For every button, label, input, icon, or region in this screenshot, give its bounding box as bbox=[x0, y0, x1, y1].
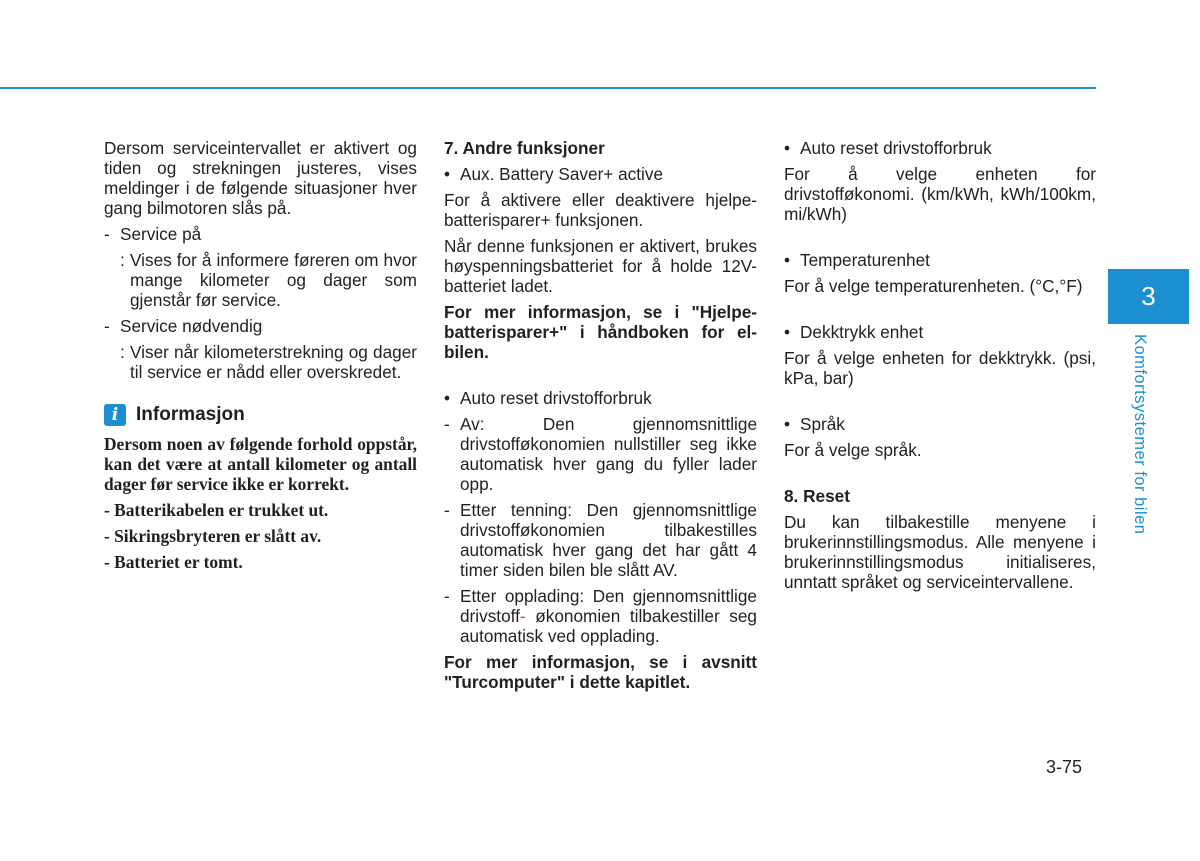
intro-paragraph: Dersom serviceintervallet er aktivert og tiden og strekningen justeres, vises meldinger i de følgende situasjoner hver gang bilmotoren slås på. bbox=[104, 138, 417, 218]
paragraph: Når denne funksjonen er aktivert, brukes høyspenningsbatteriet for å holde 12V-batteriet ladet. bbox=[444, 236, 757, 296]
bullet-marker: • bbox=[444, 388, 451, 408]
section-heading: 7. Andre funksjoner bbox=[444, 138, 605, 158]
chapter-tab: 3 bbox=[1108, 269, 1189, 324]
column-3 bbox=[784, 138, 1096, 598]
info-line: - Batteriet er tomt. bbox=[104, 552, 243, 572]
spacer bbox=[784, 466, 1096, 486]
page-number: 3-75 bbox=[1046, 757, 1083, 777]
spacer bbox=[444, 368, 757, 388]
bullet-item bbox=[784, 250, 1096, 270]
list-item-service-nodvendig-desc bbox=[104, 342, 417, 382]
bullet-marker: • bbox=[784, 138, 791, 158]
info-line: - Sikringsbryteren er slått av. bbox=[104, 526, 322, 546]
section-heading: 8. Reset bbox=[784, 486, 850, 506]
item-label: Service nødvendig bbox=[120, 316, 263, 336]
item-label: Service på bbox=[120, 224, 202, 244]
paragraph: Du kan tilbakestille menyene i brukerinnstillingsmodus. Alle menyene i brukerinnstillingsmodus initialiseres, unntatt språket og serviceintervallene. bbox=[784, 512, 1096, 592]
spacer bbox=[784, 230, 1096, 250]
bullet-text: Auto reset drivstofforbruk bbox=[800, 138, 992, 158]
dash-marker: - bbox=[444, 500, 450, 520]
bullet-text: Dekktrykk enhet bbox=[800, 322, 924, 342]
paragraph: For å velge språk. bbox=[784, 440, 922, 460]
dash-marker: - bbox=[104, 224, 110, 244]
info-text: Dersom noen av følgende forhold oppstår, kan det være at antall kilometer og antall dager før service ikke er korrekt. bbox=[104, 434, 417, 494]
bullet-item bbox=[444, 388, 757, 408]
dash-marker: - bbox=[104, 316, 110, 336]
paragraph: For å velge enheten for dekktrykk. (psi, kPa, bar) bbox=[784, 348, 1096, 388]
item-text-part: Etter opplading: Den gjennomsnittlige drivstoff bbox=[460, 586, 757, 626]
colon-marker: : bbox=[120, 342, 125, 362]
dash-marker: - bbox=[444, 586, 450, 606]
bullet-item bbox=[784, 414, 1096, 434]
list-item bbox=[444, 500, 757, 580]
bullet-marker: • bbox=[784, 250, 791, 270]
bold-note: For mer informasjon, se i "Hjelpe-batterisparer+" i håndboken for el-bilen. bbox=[444, 302, 757, 362]
bullet-marker: • bbox=[784, 414, 791, 434]
info-icon: i bbox=[104, 404, 126, 426]
dash-marker: - bbox=[444, 414, 450, 434]
chapter-title: Komfortsystemer for bilen bbox=[1131, 334, 1149, 535]
top-rule bbox=[0, 87, 1096, 89]
bullet-marker: • bbox=[444, 164, 451, 184]
item-text: Etter tenning: Den gjennomsnittlige drivstofføkonomien tilbakestilles automatisk hver gang det har gått 4 timer siden bilen ble slått AV. bbox=[460, 500, 757, 580]
list-item bbox=[444, 414, 757, 494]
spacer bbox=[784, 302, 1096, 322]
info-box-header bbox=[104, 404, 417, 426]
spacer bbox=[784, 394, 1096, 414]
item-text-part: økonomien tilbakestiller seg automatisk ved opplading. bbox=[460, 606, 757, 646]
colon-marker: : bbox=[120, 250, 125, 270]
red-hyphen: - bbox=[519, 606, 526, 626]
bullet-text: Språk bbox=[800, 414, 845, 434]
item-text: Av: Den gjennomsnittlige drivstofføkonomien nullstiller seg ikke automatisk hver gang du fyller lader opp. bbox=[460, 414, 757, 494]
bullet-text: Aux. Battery Saver+ active bbox=[460, 164, 664, 184]
paragraph: For å velge temperaturenheten. (°C,°F) bbox=[784, 276, 1083, 296]
bullet-item bbox=[784, 138, 1096, 158]
list-item-service-pa bbox=[104, 224, 417, 244]
list-item-service-nodvendig bbox=[104, 316, 417, 336]
info-title: Informasjon bbox=[136, 404, 245, 425]
item-text bbox=[460, 586, 757, 646]
info-line: - Batterikabelen er trukket ut. bbox=[104, 500, 329, 520]
item-description: Viser når kilometerstrekning og dager til service er nådd eller overskredet. bbox=[130, 342, 417, 382]
list-item bbox=[444, 586, 757, 646]
column-1 bbox=[104, 138, 417, 578]
item-description: Vises for å informere føreren om hvor mange kilometer og dager som gjenstår før service. bbox=[130, 250, 417, 310]
paragraph: For å velge enheten for drivstofføkonomi. (km/kWh, kWh/100km, mi/kWh) bbox=[784, 164, 1096, 224]
bullet-item bbox=[444, 164, 757, 184]
bullet-marker: • bbox=[784, 322, 791, 342]
list-item-service-pa-desc bbox=[104, 250, 417, 310]
paragraph: For å aktivere eller deaktivere hjelpe-batterisparer+ funksjonen. bbox=[444, 190, 757, 230]
column-2 bbox=[444, 138, 757, 698]
bullet-item bbox=[784, 322, 1096, 342]
bold-note: For mer informasjon, se i avsnitt "Turcomputer" i dette kapitlet. bbox=[444, 652, 757, 692]
bullet-text: Auto reset drivstofforbruk bbox=[460, 388, 652, 408]
bullet-text: Temperaturenhet bbox=[800, 250, 930, 270]
